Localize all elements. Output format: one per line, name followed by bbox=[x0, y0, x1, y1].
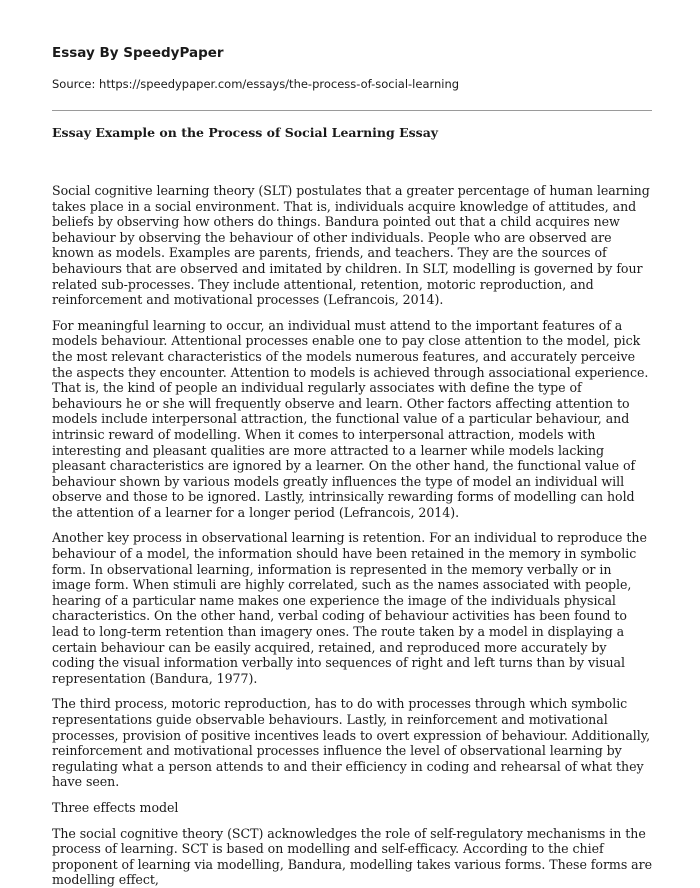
document-header-title: Essay By SpeedyPaper bbox=[52, 45, 224, 61]
header-divider bbox=[52, 110, 652, 111]
essay-body bbox=[52, 183, 652, 888]
paragraph-retention: Another key process in observational learning is retention. For an individual to reproduce the behaviour of a model, the information should have been retained in the memory in symbolic form. In observational learning, information is represented in the memory verbally or in image form. When stimuli are highly correlated, such as the names associated with people, hearing of a particular name makes one experience the image of the individuals physical characteristics. On the other hand, verbal coding of behaviour activities has been found to lead to long-term retention than imagery ones. The route taken by a model in displaying a certain behaviour can be easily acquired, retained, and reproduced more accurately by coding the visual information verbally into sequences of right and left turns than by visual representation (Bandura, 1977). bbox=[52, 530, 647, 686]
essay-title: Essay Example on the Process of Social Learning Essay bbox=[52, 125, 439, 140]
paragraph-intro: Social cognitive learning theory (SLT) postulates that a greater percentage of human learning takes place in a social environment. That is, individuals acquire knowledge of attitudes, and beliefs by observing how others do things. Bandura pointed out that a child acquires new behaviour by observing the behaviour of other individuals. People who are observed are known as models. Examples are parents, friends, and teachers. They are the sources of behaviours that are observed and imitated by children. In SLT, modelling is governed by four related sub-processes. They include attentional, retention, motoric reproduction, and reinforcement and motivational processes (Lefrancois, 2014). bbox=[52, 183, 650, 308]
paragraph-sct: The social cognitive theory (SCT) acknowledges the role of self-regulatory mechanisms in the process of learning. SCT is based on modelling and self-efficacy. According to the chief proponent of learning via modelling, Bandura, modelling takes various forms. These forms are modelling effect, bbox=[52, 825, 653, 888]
source-url[interactable]: Source: https://speedypaper.com/essays/the-process-of-social-learning bbox=[52, 77, 460, 91]
paragraph-reproduction: The third process, motoric reproduction, has to do with processes through which symbolic representations guide observable behaviours. Lastly, in reinforcement and motivational processes, provision of positive incentives leads to overt expression of behaviour. Additionally, reinforcement and motivational processes influence the level of observational learning by regulating what a person attends to and their efficiency in coding and rehearsal of what they have seen. bbox=[52, 696, 651, 790]
section-heading-three-effects: Three effects model bbox=[52, 799, 179, 815]
paragraph-attention: For meaningful learning to occur, an individual must attend to the important features of a models behaviour. Attentional processes enable one to pay close attention to the model, pick the most relevant characteristics of the models numerous features, and accurately perceive the aspects they encounter. Attention to models is achieved through associational experience. That is, the kind of people an individual regularly associates with define the type of behaviours he or she will frequently observe and learn. Other factors affecting attention to models include interpersonal attraction, the functional value of a particular behaviour, and intrinsic reward of modelling. When it comes to interpersonal attraction, models with interesting and pleasant qualities are more attracted to a learner while models lacking pleasant characteristics are ignored by a learner. On the other hand, the functional value of behaviour shown by various models greatly influences the type of model an individual will observe and those to be ignored. Lastly, intrinsically rewarding forms of modelling can hold the attention of a learner for a longer period (Lefrancois, 2014). bbox=[52, 317, 649, 520]
